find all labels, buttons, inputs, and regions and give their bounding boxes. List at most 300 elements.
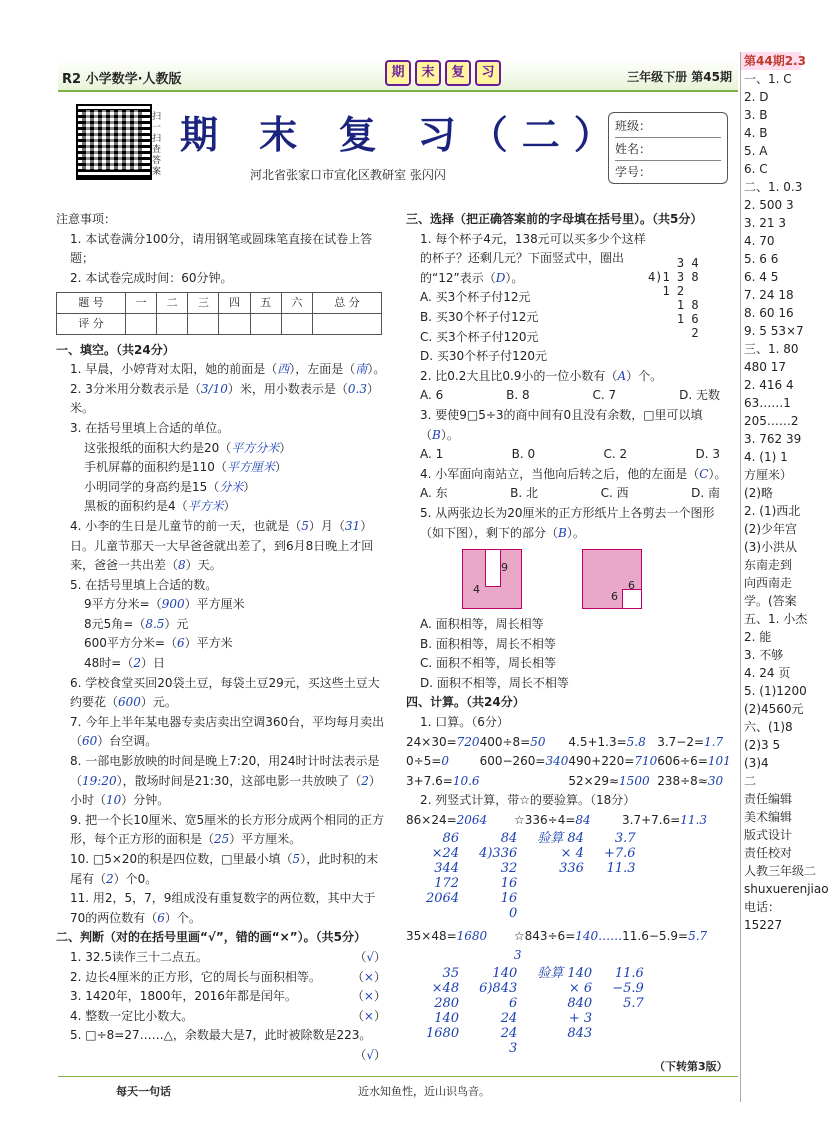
table-cell: 二: [157, 293, 188, 314]
cut-rect: [485, 550, 501, 587]
judge-item: 1. 32.5读作三十二点五。 （√）: [56, 948, 386, 968]
q-text: 600平方分米=（: [84, 636, 177, 651]
page-title: 期 末 复 习（二）: [180, 112, 626, 157]
answer[interactable]: 101: [707, 754, 731, 769]
sidebar-line: 480 17: [744, 360, 786, 374]
sub-question: 手机屏幕的面积约是110（平方厘米）: [84, 460, 287, 475]
sidebar-line: 2. (1)西北: [744, 504, 801, 518]
q-text: 2. 边长4厘米的正方形，它的周长与面积相等。: [70, 969, 321, 984]
answer[interactable]: 平方分米: [231, 440, 280, 455]
author-line: 河北省张家口市宣化区教研室 张闪闪: [250, 168, 446, 182]
answer[interactable]: 1500: [619, 773, 650, 788]
judge-answer-row: （√）: [354, 1047, 386, 1062]
option: C. 面积不相等，周长相等: [420, 656, 557, 671]
option: D. 南: [691, 486, 720, 501]
vertical-calc: [604, 831, 636, 927]
option: D. 3: [695, 447, 720, 462]
answer[interactable]: 8.5: [145, 616, 165, 631]
option: B. 0: [511, 447, 536, 462]
q-text: 490+220=: [568, 754, 635, 769]
calc-line: 验算 140: [537, 965, 593, 981]
sub-question: [56, 615, 386, 635]
section-2-head: 二、判断（对的在括号里画“√”，错的画“×”）。（共5分）: [56, 930, 366, 945]
written-q: [622, 927, 730, 966]
answer[interactable]: 30: [707, 773, 724, 788]
vertical-calc: [537, 831, 584, 927]
calc-line: 86: [442, 830, 460, 846]
options-row: [406, 484, 730, 504]
calc-line: 4)336: [479, 845, 518, 861]
series-label: R2 小学数学·人教版: [62, 72, 182, 87]
option: D. 买30个杯子付120元: [420, 349, 548, 364]
question: 5. 在括号里填上合适的数。: [70, 577, 218, 592]
oral-item: [568, 733, 657, 753]
calc-line: 140: [492, 965, 518, 981]
work-row-2: [406, 966, 730, 1062]
question: [56, 380, 386, 419]
q-text: 手机屏幕的面积约是110（: [84, 460, 227, 475]
calc-line: 6)843: [479, 980, 518, 996]
division-line: 4)1 3 8: [648, 270, 699, 284]
sidebar-line: 责任校对: [744, 846, 793, 860]
dim-label: 6: [628, 579, 635, 593]
answer[interactable]: 2: [133, 656, 141, 671]
answer[interactable]: 10: [106, 793, 122, 808]
vertical-calc: [612, 966, 644, 1062]
left-column: [56, 210, 386, 1066]
answer-sidebar: [740, 52, 829, 1102]
q-text: ）个。: [626, 368, 663, 383]
calc-line: × 6: [568, 980, 593, 996]
answer[interactable]: 31: [344, 518, 361, 533]
oral-item: [406, 772, 480, 792]
sidebar-line: 二、1. 0.3: [744, 180, 803, 194]
footer-quote: 近水知鱼性，近山识鸟音。: [358, 1085, 490, 1098]
written-q: [514, 811, 622, 831]
q-text: 11.6−5.9=: [622, 928, 689, 943]
option: C. 西: [600, 486, 629, 501]
sidebar-line: (2)略: [744, 486, 773, 500]
answer[interactable]: 0.3: [347, 381, 367, 396]
square-figures: [462, 549, 730, 609]
dim-label: 9: [501, 561, 508, 575]
oral-head: 1. 口算。（6分）: [420, 715, 509, 730]
sidebar-line: (2)少年宫: [744, 522, 797, 536]
table-cell: 一: [125, 293, 156, 314]
vertical-calc: [426, 966, 459, 1062]
student-info-box: [608, 112, 728, 184]
calc-line: 172: [434, 875, 460, 891]
q-text: ）平方厘米: [184, 597, 245, 612]
q-text: 9平方分米=（: [84, 597, 162, 612]
logo-char: 期: [385, 60, 411, 86]
answer[interactable]: 84: [575, 813, 591, 828]
calc-line: 0: [508, 905, 518, 921]
score-cell[interactable]: [188, 313, 219, 334]
q-text: 3. 1420年，1800年，2016年都是闰年。: [70, 989, 297, 1004]
answer[interactable]: 60: [82, 734, 98, 749]
q-text: 3.7−2=: [657, 734, 705, 749]
table-cell: 三: [188, 293, 219, 314]
score-cell[interactable]: [281, 313, 312, 334]
answer[interactable]: C: [699, 466, 709, 481]
answer[interactable]: 340: [545, 754, 569, 769]
option: D. 面积不相等，周长不相等: [420, 675, 569, 690]
vertical-calc: [426, 831, 459, 927]
scan-hint: 扫一扫 查答案: [152, 112, 162, 177]
table-cell: 总 分: [313, 293, 382, 314]
calc-line: 验算 84: [537, 830, 584, 846]
sidebar-line: 二: [744, 774, 757, 788]
calc-line: 16: [500, 875, 518, 891]
calc-line: −5.9: [612, 980, 644, 996]
question: [56, 674, 386, 713]
sub-question: 小明同学的身高约是15（分米）: [84, 479, 256, 494]
oral-item: [406, 752, 480, 772]
options-row: [406, 445, 730, 465]
score-cell[interactable]: [219, 313, 250, 334]
calc-line: 32: [500, 860, 518, 876]
work-row-1: [406, 831, 730, 927]
grade-issue: 三年级下册 第45期: [627, 70, 732, 84]
section-4-head: 四、计算。（共24分）: [406, 695, 525, 710]
division-line: 1 2: [648, 284, 685, 298]
note-2: 2. 本试卷完成时间：60分钟。: [70, 270, 233, 285]
oral-item: [406, 733, 480, 753]
answer[interactable]: B: [432, 427, 441, 442]
q-text: ）米。: [70, 381, 379, 416]
q-text: 5. □÷8=27……△，余数最大是7，此时被除数是223。: [70, 1028, 372, 1043]
vertical-calc: [537, 966, 592, 1062]
q-text: ☆336÷4=: [514, 813, 576, 828]
answer[interactable]: 8: [178, 558, 186, 573]
option: B. 买30个杯子付12元: [420, 309, 539, 324]
vertical-calc: [479, 966, 517, 1062]
answer[interactable]: 西: [277, 362, 290, 377]
sidebar-line: 电话：: [744, 900, 781, 914]
sidebar-line: 2. 500 3: [744, 198, 794, 212]
oral-item: [657, 733, 731, 753]
oral-item: [480, 752, 569, 772]
answer[interactable]: 2064: [456, 813, 488, 828]
calc-line: 5.7: [623, 995, 644, 1011]
score-cell[interactable]: [125, 313, 156, 334]
question: [406, 230, 650, 289]
q-text: 2. 3分米用分数表示是（: [70, 381, 201, 396]
oral-item: [657, 772, 731, 792]
q-text: 4. 小军面向南站立，当他向后转之后，他的左面是（: [420, 466, 700, 481]
score-cell[interactable]: [250, 313, 281, 334]
q-text: ）。: [708, 466, 727, 481]
answer[interactable]: 平方米: [187, 499, 224, 514]
answer[interactable]: 分米: [219, 479, 244, 494]
score-cell[interactable]: [157, 313, 188, 334]
sidebar-line: 美术编辑: [744, 810, 793, 824]
option: C. 2: [603, 447, 628, 462]
calc-line: 843: [567, 1025, 593, 1041]
oral-item: [568, 752, 657, 772]
calc-line: 35: [442, 965, 460, 981]
class-field[interactable]: 班级：: [615, 117, 721, 138]
sidebar-line: 9. 5 53×7: [744, 324, 804, 338]
answer[interactable]: 50: [530, 734, 546, 749]
sub-question: [56, 634, 386, 654]
answer[interactable]: √: [366, 949, 374, 964]
sub-question: 黑板的面积约是4（平方米）: [84, 499, 236, 514]
sidebar-title: 第44期2.3: [741, 52, 801, 70]
q-text: ）日。儿童节那天一大早爸爸就出差了，到6月8日晚上才回来，爸爸一共出差（: [70, 518, 374, 573]
calc-line: 6: [508, 995, 518, 1011]
answer[interactable]: 10.6: [452, 773, 480, 788]
sidebar-line: 向西南走: [744, 576, 793, 590]
calc-line: × 4: [560, 845, 584, 861]
question: [56, 752, 386, 811]
footer-label: 每天一句话: [116, 1085, 171, 1098]
q-text: 10. □5×20的积是四位数，□里最小填（: [70, 852, 293, 866]
q-text: ）天。: [185, 558, 222, 573]
q-text: ）日: [140, 656, 165, 671]
sidebar-line: 6. C: [744, 162, 768, 176]
written-row-2: [406, 927, 730, 966]
question: [56, 850, 386, 889]
answer[interactable]: 900: [161, 597, 185, 612]
answer[interactable]: 平方厘米: [226, 460, 275, 475]
q-text: 35×48=: [406, 928, 457, 943]
written-q: [622, 811, 730, 831]
q-text: 7. 今年上半年某电器专卖店卖出空调360台，平均每月卖出（: [70, 714, 385, 749]
question: [406, 504, 730, 543]
logo-char: 复: [445, 60, 471, 86]
question: [56, 713, 386, 752]
answer[interactable]: 25: [214, 832, 230, 847]
id-field[interactable]: 学号：: [615, 165, 652, 179]
answer[interactable]: 5.8: [626, 734, 646, 749]
answer[interactable]: 140……3: [513, 928, 623, 963]
q-text: ）元。: [140, 695, 177, 710]
sidebar-line: 2. 416 4: [744, 378, 794, 392]
option: C. 买3个杯子付120元: [420, 329, 539, 344]
calc-line: ×24: [431, 845, 460, 861]
continued-note: （下转第3版）: [654, 1060, 728, 1073]
sidebar-line: 4. 70: [744, 234, 775, 248]
answer[interactable]: 19:20: [82, 773, 117, 788]
q-text: ）米，用小数表示是（: [227, 381, 348, 396]
division-line: 2: [648, 326, 699, 340]
sidebar-line: 六、(1)8: [744, 720, 793, 734]
q-text: 4. 小李的生日是儿童节的前一天，也就是（: [70, 518, 302, 533]
option: D. 无数: [679, 388, 720, 403]
name-field[interactable]: 姓名：: [615, 140, 721, 161]
table-cell: 六: [281, 293, 312, 314]
sidebar-line: 版式设计: [744, 828, 793, 842]
q-text: ）平方米: [184, 636, 233, 651]
written-row-1: [406, 811, 730, 831]
q-text: ）平方厘米。: [229, 832, 302, 847]
q-text: 3. 要使9□5÷3的商中间有0且没有余数，□里可以填（: [420, 407, 703, 442]
table-cell: 评 分: [57, 313, 126, 334]
q-text: 3.7+7.6=: [622, 813, 681, 828]
q-text: ），此时积的末尾有（: [70, 852, 379, 886]
sidebar-line: (2)3 5: [744, 738, 781, 752]
q-text: 48时=（: [84, 656, 134, 671]
square-right: [582, 549, 642, 609]
question: [56, 811, 386, 850]
option: C. 7: [592, 388, 617, 403]
sidebar-line: 5. (1)1200: [744, 684, 807, 698]
table-cell: 四: [219, 293, 250, 314]
sidebar-line: 4. 24 页: [744, 666, 791, 680]
question: [406, 406, 730, 445]
answer[interactable]: A: [617, 368, 627, 383]
calc-line: 280: [434, 995, 460, 1011]
dim-label: 4: [473, 583, 480, 597]
q-text: 6. 学校食堂买回20袋土豆，每袋土豆29元，买这些土豆大约要花（: [70, 675, 380, 710]
answer[interactable]: 1.7: [704, 734, 724, 749]
q-text: ）月（: [308, 518, 345, 533]
vertical-calc: [479, 831, 517, 927]
q-text: ☆843÷6=: [513, 928, 576, 943]
answer[interactable]: D: [495, 270, 506, 285]
answer[interactable]: 3/10: [200, 381, 228, 396]
calc-line: 336: [559, 860, 584, 876]
judge-item: [56, 1026, 386, 1046]
oral-item: [480, 772, 569, 792]
q-text: ），散场时间是21:30，这部电影一共放映了（: [116, 773, 362, 788]
sidebar-line: 3. 762 39: [744, 432, 802, 446]
division-line: 1 8: [648, 298, 699, 312]
q-text: 1. 32.5读作三十二点五。: [70, 949, 208, 964]
sidebar-line: shuxuerenjiao: [744, 882, 829, 896]
oral-item: [657, 752, 731, 772]
answer[interactable]: 11.3: [680, 813, 707, 828]
oral-grid: [406, 733, 730, 792]
q-text: 4. 整数一定比小数大。: [70, 1008, 194, 1023]
option: A. 买3个杯子付12元: [420, 290, 531, 305]
option: A. 面积相等，周长相等: [420, 617, 544, 632]
option: B. 8: [506, 388, 530, 403]
section-1-head: 一、填空。（共24分）: [56, 342, 175, 357]
sidebar-line: 7. 24 18: [744, 288, 794, 302]
answer[interactable]: ×: [363, 989, 374, 1004]
sidebar-line: (3)4: [744, 756, 769, 770]
answer[interactable]: 5.7: [688, 928, 708, 943]
calc-line: 840: [567, 995, 593, 1011]
qr-pattern: [82, 110, 142, 170]
q-text: ）个。: [164, 910, 201, 925]
calc-line: ×48: [431, 980, 460, 996]
calc-line: 24: [500, 1010, 518, 1026]
sidebar-line: (3)小洪从: [744, 540, 797, 554]
options-row: [406, 386, 730, 406]
answer[interactable]: 600: [118, 695, 141, 710]
written-q: [406, 811, 514, 831]
answer[interactable]: 720: [456, 734, 480, 749]
q-text: ）。: [367, 362, 386, 377]
table-row: [57, 293, 382, 314]
answer[interactable]: B: [558, 525, 567, 540]
score-cell[interactable]: [313, 313, 382, 334]
sub-question: [56, 654, 386, 674]
division-line: 3 4: [648, 256, 699, 270]
sidebar-line: 5. A: [744, 144, 768, 158]
sidebar-line: 学。(答案: [744, 594, 797, 608]
answer[interactable]: √: [366, 1047, 374, 1062]
calc-line: 140: [434, 1010, 460, 1026]
calc-line: 344: [434, 860, 460, 876]
table-cell: 题 号: [57, 293, 126, 314]
answer[interactable]: 2: [106, 871, 114, 886]
answer[interactable]: 5: [301, 518, 309, 533]
sidebar-line: 东南走到: [744, 558, 793, 572]
q-text: 小明同学的身高约是15（: [84, 479, 220, 494]
calc-line: 11.3: [606, 860, 636, 876]
q-text: 11. 用2，5，7，9组成没有重复数字的两位数，其中大于70的两位数有（: [70, 891, 376, 925]
calc-line: + 3: [568, 1010, 593, 1026]
option: A. 6: [420, 388, 444, 403]
calc-line: 3.7: [614, 830, 636, 846]
table-cell: 五: [250, 293, 281, 314]
sidebar-line: 4. B: [744, 126, 768, 140]
judge-item: 3. 1420年，1800年，2016年都是闰年。 （×）: [56, 987, 386, 1007]
q-text: 0÷5=: [406, 754, 442, 769]
sidebar-line: 一、1. C: [744, 72, 792, 86]
option: B. 北: [510, 486, 539, 501]
sidebar-line: 责任编辑: [744, 792, 793, 806]
q-text: 1. 每个杯子4元，138元可以买多少个这样的杯子？还剩几元？下面竖式中，圈出的“12”表示（: [420, 231, 646, 285]
sub-question: [56, 595, 386, 615]
division-line: 1 6: [648, 312, 699, 326]
q-text: 2. 比0.2大且比0.9小的一位小数有（: [420, 368, 618, 383]
answer[interactable]: 5: [292, 852, 301, 866]
q-text: 黑板的面积约是4（: [84, 499, 188, 514]
calc-line: 1680: [426, 1025, 460, 1041]
sidebar-line: 方厘米）: [744, 468, 793, 482]
answer[interactable]: 6: [157, 910, 165, 925]
q-text: 5. 从两张边长为20厘米的正方形纸片上各剪去一个图形（如下图），剩下的部分（: [420, 505, 715, 540]
q-text: 1. 早晨，小婷背对太阳，她的前面是（: [70, 362, 278, 377]
sidebar-line: 人教三年级二: [744, 864, 817, 878]
option: B. 面积相等，周长不相等: [420, 636, 556, 651]
square-left: [462, 549, 522, 609]
answer[interactable]: ×: [363, 1008, 374, 1023]
q-text: 24×30=: [406, 734, 457, 749]
q-text: 86×24=: [406, 813, 457, 828]
calc-line: 3: [508, 1040, 518, 1056]
q-text: 600−260=: [479, 754, 546, 769]
q-text: 这张报纸的面积大约是20（: [84, 440, 232, 455]
score-table: [56, 292, 382, 334]
calc-line: 84: [500, 830, 518, 846]
answer[interactable]: 南: [355, 362, 368, 377]
q-text: ）分钟。: [121, 793, 170, 808]
option: A. 东: [420, 486, 448, 501]
sidebar-line: 5. 6 6: [744, 252, 779, 266]
final-review-logo: [385, 60, 560, 86]
sidebar-line: 五、1. 小杰: [744, 612, 808, 626]
answer[interactable]: 0: [441, 754, 450, 769]
page-footer: [58, 1076, 738, 1099]
q-text: 238÷8≈: [657, 773, 708, 788]
answer[interactable]: 6: [176, 636, 185, 651]
sub-question: 这张报纸的面积大约是20（平方分米）: [84, 440, 292, 455]
answer[interactable]: 710: [634, 754, 658, 769]
answer[interactable]: 2: [361, 773, 369, 788]
answer[interactable]: 1680: [456, 928, 488, 943]
answer[interactable]: ×: [363, 969, 374, 984]
sidebar-line: 2. 能: [744, 630, 772, 644]
question: [56, 889, 386, 928]
sidebar-line: (2)4560元: [744, 702, 804, 716]
